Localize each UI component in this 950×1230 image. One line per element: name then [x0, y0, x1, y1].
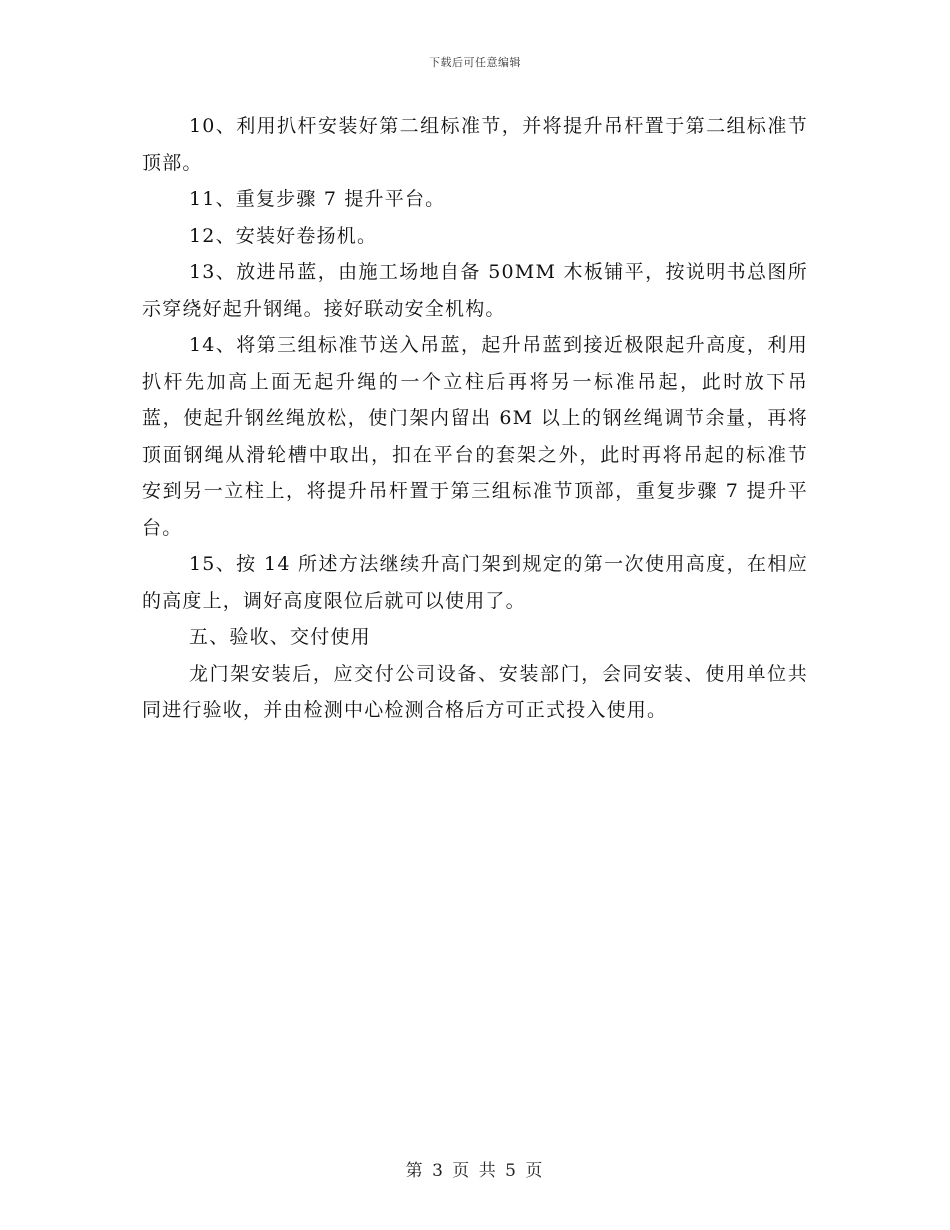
page-number-footer: 第 3 页 共 5 页 — [405, 1161, 545, 1181]
paragraph-acceptance: 龙门架安装后，应交付公司设备、安装部门，会同安装、使用单位共同进行验收，并由检测中心检测合格后方可正式投入使用。 — [142, 662, 808, 721]
paragraph-step-10: 10、利用扒杆安装好第二组标准节，并将提升吊杆置于第二组标准节顶部。 — [142, 115, 808, 174]
paragraph-step-13: 13、放进吊蓝，由施工场地自备 50MM 木板铺平，按说明书总图所示穿绕好起升钢绳。接好联动安全机构。 — [142, 261, 808, 320]
paragraph-step-15: 15、按 14 所述方法继续升高门架到规定的第一次使用高度，在相应的高度上，调好高度限位后就可以使用了。 — [142, 553, 808, 612]
page-header-note: 下载后可任意编辑 — [429, 56, 521, 69]
paragraph-step-11: 11、重复步骤 7 提升平台。 — [189, 188, 446, 210]
paragraph-step-12: 12、安装好卷扬机。 — [189, 224, 378, 247]
paragraph-step-14: 14、将第三组标准节送入吊蓝，起升吊蓝到接近极限起升高度，利用扒杆先加高上面无起升绳的一个立柱后再将另一标准吊起，此时放下吊蓝，使起升钢丝绳放松，使门架内留出 6M 以上的钢丝绳调节余量，再将顶面钢绳从滑轮槽中取出，扣在平台的套架之外，此时再将吊起的标准节安到另一立柱上，将提升吊杆置于第三组标准节顶部，重复步骤 7 提升平台。 — [142, 334, 808, 539]
section-heading-acceptance: 五、验收、交付使用 — [189, 626, 371, 648]
document-body — [142, 108, 808, 729]
